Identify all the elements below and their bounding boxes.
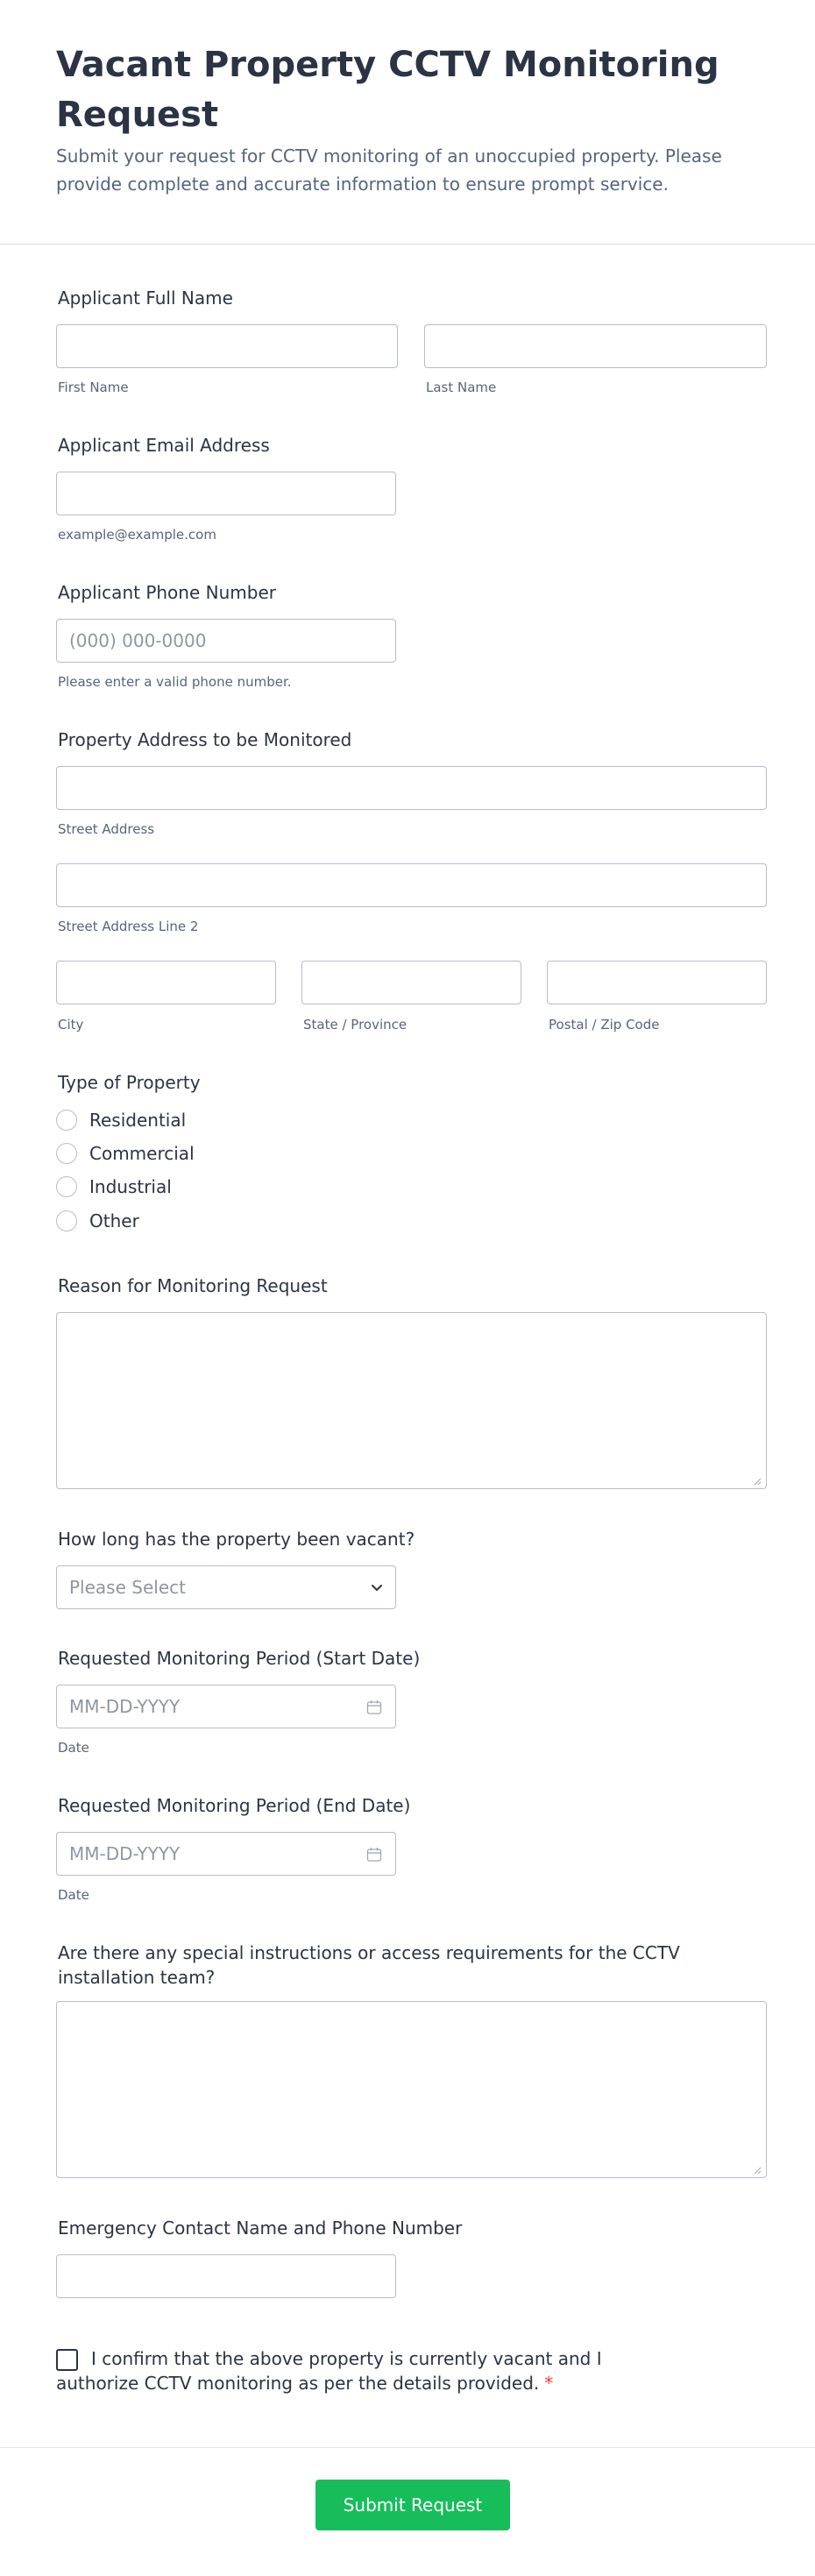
first-name-input[interactable]: [56, 324, 398, 368]
radio-button[interactable]: [56, 1143, 77, 1164]
chevron-down-icon: [369, 1579, 385, 1595]
first-name-sublabel: First Name: [58, 380, 129, 395]
city-input[interactable]: [56, 961, 276, 1004]
calendar-icon[interactable]: [365, 1699, 383, 1716]
vacant-duration-label: How long has the property been vacant?: [58, 1529, 415, 1550]
confirm-label: I confirm that the above property is currently vacant and I authorize CCTV monitoring as per the details provided.: [56, 2348, 602, 2394]
end-date-input[interactable]: [56, 1832, 396, 1876]
resize-grip-icon[interactable]: [753, 2166, 762, 2175]
emergency-contact-input[interactable]: [56, 2254, 396, 2298]
radio-button[interactable]: [56, 1176, 77, 1197]
end-date-sublabel: Date: [58, 1887, 89, 1903]
last-name-input[interactable]: [424, 324, 767, 368]
reason-label: Reason for Monitoring Request: [58, 1275, 328, 1296]
start-date-input[interactable]: [56, 1685, 396, 1728]
select-value: Please Select: [69, 1577, 186, 1598]
email-sublabel: example@example.com: [58, 527, 216, 543]
street-address-line2-input[interactable]: [56, 863, 767, 907]
confirm-text: [56, 2346, 687, 2395]
last-name-sublabel: Last Name: [426, 380, 497, 395]
page-title: Vacant Property CCTV Monitoring Request: [56, 45, 719, 135]
page-subtitle: Submit your request for CCTV monitoring of an unoccupied property. Please provide complete and accurate information to ensure prompt service.: [56, 145, 722, 195]
date-placeholder: MM-DD-YYYY: [69, 1696, 181, 1717]
start-date-sublabel: Date: [58, 1740, 89, 1756]
radio-label: Other: [89, 1210, 139, 1231]
calendar-icon[interactable]: [365, 1846, 383, 1863]
radio-label: Commercial: [89, 1143, 195, 1164]
phone-input[interactable]: [56, 619, 396, 663]
city-sublabel: City: [58, 1017, 84, 1033]
special-instructions-label: Are there any special instructions or access requirements for the CCTV installation team?: [58, 1942, 680, 1988]
submit-button[interactable]: Submit Request: [315, 2480, 510, 2530]
street-address-sublabel: Street Address: [58, 821, 155, 837]
state-input[interactable]: [301, 961, 521, 1004]
form-header: [0, 0, 815, 245]
end-date-label: Requested Monitoring Period (End Date): [58, 1795, 411, 1816]
radio-option-other[interactable]: [56, 1209, 139, 1233]
special-instructions-textarea[interactable]: [56, 2001, 767, 2178]
required-asterisk: *: [544, 2373, 554, 2394]
property-type-label: Type of Property: [58, 1072, 201, 1093]
radio-button[interactable]: [56, 1210, 77, 1231]
zip-sublabel: Postal / Zip Code: [549, 1017, 660, 1033]
email-input[interactable]: [56, 472, 396, 515]
emergency-contact-label: Emergency Contact Name and Phone Number: [58, 2218, 463, 2239]
state-sublabel: State / Province: [303, 1017, 408, 1033]
radio-option-industrial[interactable]: [56, 1174, 172, 1199]
reason-textarea[interactable]: [56, 1312, 767, 1489]
radio-label: Industrial: [89, 1176, 172, 1197]
email-label: Applicant Email Address: [58, 435, 270, 456]
start-date-label: Requested Monitoring Period (Start Date): [58, 1648, 421, 1669]
radio-label: Residential: [89, 1110, 187, 1131]
address-label: Property Address to be Monitored: [58, 729, 352, 750]
phone-sublabel: Please enter a valid phone number.: [58, 674, 292, 690]
phone-label: Applicant Phone Number: [58, 582, 276, 603]
full-name-label: Applicant Full Name: [58, 287, 233, 309]
radio-option-commercial[interactable]: [56, 1141, 195, 1166]
vacant-duration-select[interactable]: [56, 1565, 396, 1609]
street-address-line2-sublabel: Street Address Line 2: [58, 919, 199, 934]
street-address-input[interactable]: [56, 766, 767, 810]
date-placeholder: MM-DD-YYYY: [69, 1843, 181, 1864]
resize-grip-icon[interactable]: [753, 1477, 762, 1486]
radio-button[interactable]: [56, 1110, 77, 1131]
radio-option-residential[interactable]: [56, 1108, 186, 1132]
zip-input[interactable]: [547, 961, 767, 1004]
